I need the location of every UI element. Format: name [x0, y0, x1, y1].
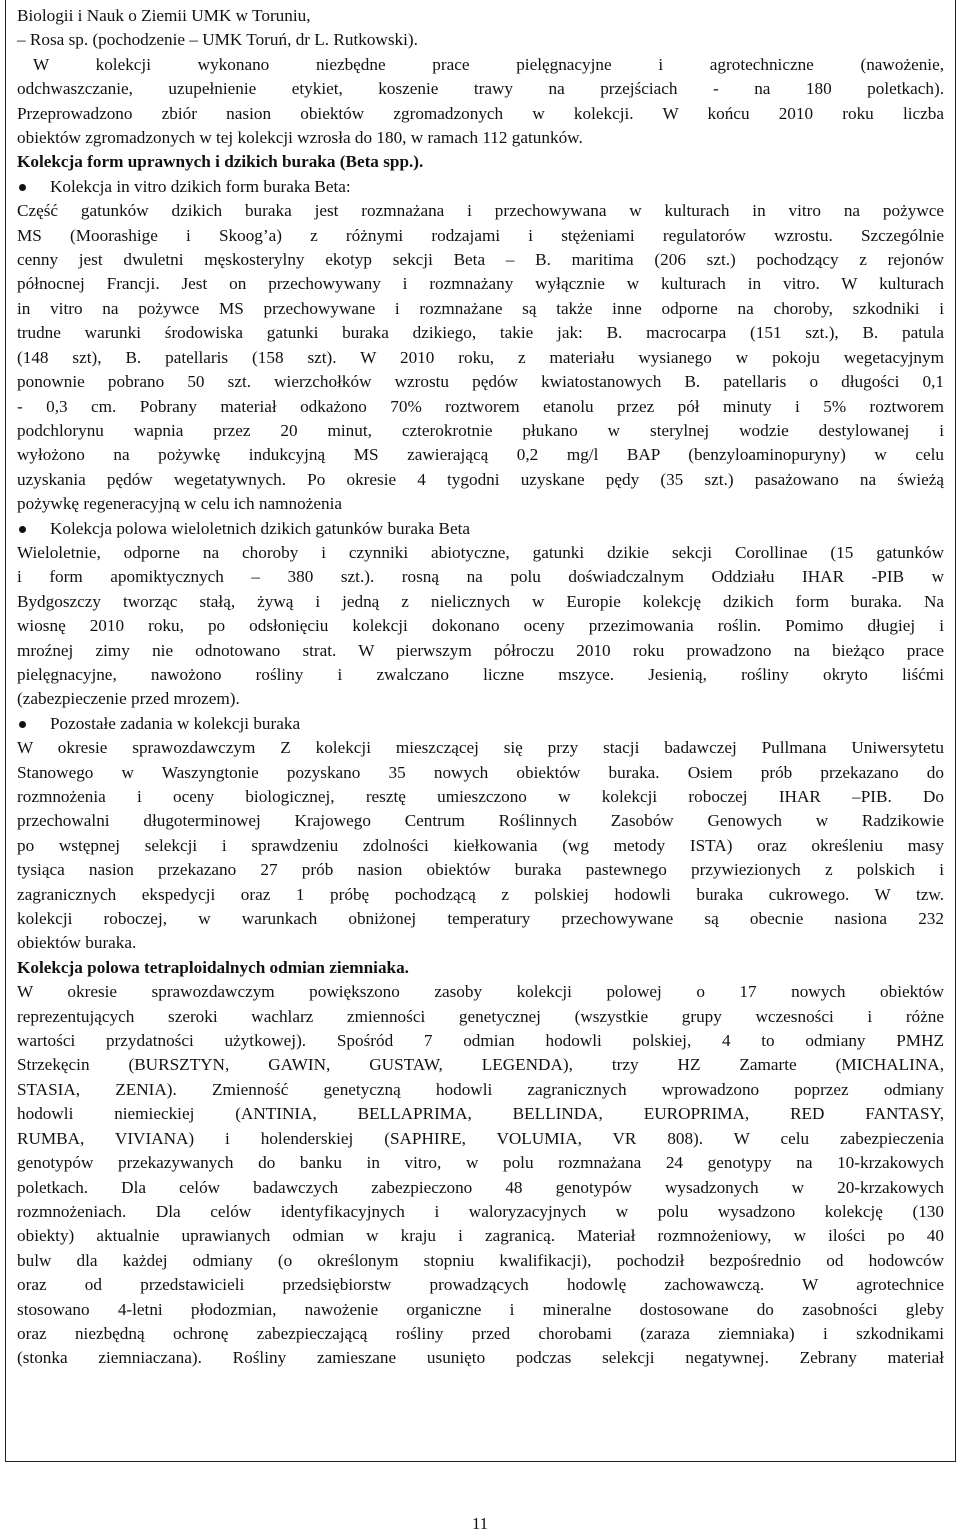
text-line: wartości przydatności użytkowej). Spośród 7 odmian hodowli polskiej, 4 to odmiany PMHZ: [17, 1031, 944, 1051]
text-line: i form apomiktycznych – 380 szt.). rosną na polu doświadczalnym Oddziału IHAR -PIB w: [17, 567, 944, 587]
text-line: poletkach. Dla celów badawczych zabezpieczono 48 genotypów wysadzonych w 20-krzakowych: [17, 1177, 944, 1197]
text-line: (zabezpieczenie przed mrozem).: [17, 689, 240, 709]
text-line: obiekty) aktualnie uprawianych odmian w kraju i zagranicą. Materiał rozmnożeniowy, w ilości po 40: [17, 1226, 944, 1246]
text-line: stosowano 4-letni płodozmian, nawożenie organiczne i mineralne dostosowane do zasobności gleby: [17, 1299, 944, 1319]
text-line: W kolekcji wykonano niezbędne prace pielęgnacyjne i agrotechniczne (nawożenie,: [33, 54, 944, 74]
section-heading: Kolekcja form uprawnych i dzikich buraka (Beta spp.).: [17, 152, 424, 172]
bullet-item: Kolekcja in vitro dzikich form buraka Beta:: [17, 175, 944, 199]
text-line: obiektów zgromadzonych w tej kolekcji wzrosła do 180, w ramach 112 gatunków.: [17, 128, 583, 148]
text-line: RUMBA, VIVIANA) i holenderskiej (SAPHIRE, VOLUMIA, VR 808). W celu zabezpieczenia: [17, 1128, 944, 1148]
text-line: zagranicznych ekspedycji oraz 1 próbę pochodzącą z polskiej hodowli buraka cukrowego. W tzw.: [17, 884, 944, 904]
text-line: W okresie sprawozdawczym powiększono zasoby kolekcji polowej o 17 nowych obiektów: [17, 982, 944, 1002]
text-line: pielęgnacyjne, nawożono rośliny i zwalczano liczne mszyce. Jesienią, rośliny okryto liśćmi: [17, 664, 944, 684]
text-line: północnej Francji. Jest on przechowywany i rozmnażany wyłącznie w kulturach in vitro. W kulturach: [17, 274, 944, 294]
page-number: 11: [471, 1514, 489, 1533]
text-line: W okresie sprawozdawczym Z kolekcji mieszczącej się przy stacji badawczej Pullmana Uniwersytetu: [17, 738, 944, 758]
text-line: hodowli niemieckiej (ANTINIA, BELLAPRIMA, BELLINDA, EUROPRIMA, RED FANTASY,: [17, 1104, 944, 1124]
text-line: Przeprowadzono zbiór nasion obiektów zgromadzonych w kolekcji. W końcu 2010 roku liczba: [17, 103, 944, 123]
bullet-item: Kolekcja polowa wieloletnich dzikich gatunków buraka Beta: [17, 517, 944, 541]
text-line: cenny jest dwuletni męskosterylny ekotyp sekcji Beta – B. maritima (206 szt.) pochodzący z rejonów: [17, 250, 944, 270]
text-line: - 0,3 cm. Pobrany materiał odkażono 70% roztworem etanolu przez pół minuty i 5% roztworem: [17, 396, 944, 416]
text-line: oraz od przedstawicieli przedsiębiorstw prowadzących hodowlę zachowawczą. W agrotechnice: [17, 1275, 944, 1295]
text-line: (stonka ziemniaczana). Rośliny zamieszane usunięto podczas selekcji negatywnej. Zebrany materiał: [17, 1348, 944, 1368]
text-line: in vitro na pożywce MS przechowywane i rozmnażane są także inne odporne na choroby, szkodniki i: [17, 298, 944, 318]
text-line: MS (Moorashige i Skoog’a) z różnymi rodzajami i stężeniami regulatorów wzrostu. Szczególnie: [17, 225, 944, 245]
section-heading: Kolekcja polowa tetraploidalnych odmian ziemniaka.: [17, 957, 409, 977]
text-line: Część gatunków dzikich buraka jest rozmnażana i przechowywana w kulturach in vitro na pożywce: [17, 201, 944, 221]
text-line: STASIA, ZENIA). Zmienność genetyczną hodowli zagranicznych wprowadzono poprzez odmiany: [17, 1079, 944, 1099]
text-line: obiektów buraka.: [17, 933, 137, 953]
text-line: rozmnożeniach. Dla celów identyfikacyjnych i waloryzacyjnych w polu wysadzono kolekcję (130: [17, 1201, 944, 1221]
text-line: przechowalni długoterminowej Krajowego Centrum Roślinnych Zasobów Genowych w Radzikowie: [17, 811, 944, 831]
text-line: genotypów przekazywanych do banku in vitro, w polu rozmnażana 24 genotypy na 10-krzakowych: [17, 1153, 944, 1173]
text-line: mroźnej zimy nie odnotowano strat. W pierwszym półroczu 2010 roku prowadzono na bieżąco prace: [17, 640, 944, 660]
text-line: trudne warunki środowiska gatunki buraka dzikiego, takie jak: B. macrocarpa (151 szt.), B. patula: [17, 323, 944, 343]
text-line: wyłożono na pożywkę indukcyjną MS zawierającą 0,2 mg/l BAP (benzyloaminopuryny) w celu: [17, 445, 944, 465]
text-line: wiosnę 2010 roku, po odsłonięciu kolekcji dokonano oceny przezimowania roślin. Pomimo długiej i: [17, 616, 944, 636]
text-line: pożywkę regeneracyjną w celu ich namnożenia: [17, 494, 342, 514]
text-line: (148 szt), B. patellaris (158 szt). W 2010 roku, z materiału wysianego w pokoju wegetacyjnym: [17, 347, 944, 367]
text-line: rozmnożenia i oceny biologicznej, resztę umieszczono w kolekcji roboczej IHAR –PIB. Do: [17, 787, 944, 806]
text-line: odchwaszczanie, uzupełnienie etykiet, koszenie trawy na przejściach - na 180 poletkach).: [17, 79, 944, 99]
text-line: bulw dla każdej odmiany (o określonym stopniu kwalifikacji), pochodził bezpośrednio od hodowców: [17, 1250, 944, 1270]
text-line: Stanowego w Waszyngtonie pozyskano 35 nowych obiektów buraka. Osiem prób przekazano do: [17, 762, 944, 782]
text-line: tysiąca nasion przekazano 27 prób nasion obiektów buraka pastewnego przywiezionych z polskich i: [17, 860, 944, 880]
text-line: Biologii i Nauk o Ziemii UMK w Toruniu,: [17, 6, 311, 25]
text-line: Strzekęcin (BURSZTYN, GAWIN, GUSTAW, LEGENDA), trzy HZ Zamarte (MICHALINA,: [17, 1055, 944, 1075]
text-line: podchlorynu wapnia przez 20 minut, czterokrotnie płukano w sterylnej wodzie destylowanej i: [17, 420, 944, 440]
text-line: uzyskania pędów wegetatywnych. Po okresie 4 tygodni uzyskane pędy (35 szt.) pasażowano na świeżą: [17, 469, 944, 489]
text-line: ponownie pobrano 50 szt. wierzchołków wzrostu pędów kwiatostanowych B. patellaris o długości 0,1: [17, 372, 944, 392]
text-line: – Rosa sp. (pochodzenie – UMK Toruń, dr L. Rutkowski).: [17, 30, 418, 50]
text-line: po wstępnej selekcji i sprawdzeniu zdolności kiełkowania (wg metody ISTA) oraz określeniu masy: [17, 835, 944, 855]
text-line: Bydgoszczy tworząc stałą, żywą i jedną z nielicznych w Europie kolekcję dzikich form buraka. Na: [17, 591, 944, 611]
text-line: kolekcji roboczej, w warunkach obniżonej temperatury przechowywane są obecnie nasiona 232: [17, 909, 944, 929]
document-body: [17, 4, 944, 1371]
bullet-item: Pozostałe zadania w kolekcji buraka: [17, 712, 944, 736]
text-line: oraz niezbędną ochronę zabezpieczającą rośliny przed chorobami (zaraza ziemniaka) i szkodnikami: [17, 1323, 944, 1343]
text-line: reprezentujących szeroki wachlarz zmienności genetycznej (wszystkie grupy wczesności i różne: [17, 1006, 944, 1026]
text-line: Wieloletnie, odporne na choroby i czynniki abiotyczne, gatunki dzikie sekcji Corollinae (15 gatunków: [17, 542, 944, 562]
